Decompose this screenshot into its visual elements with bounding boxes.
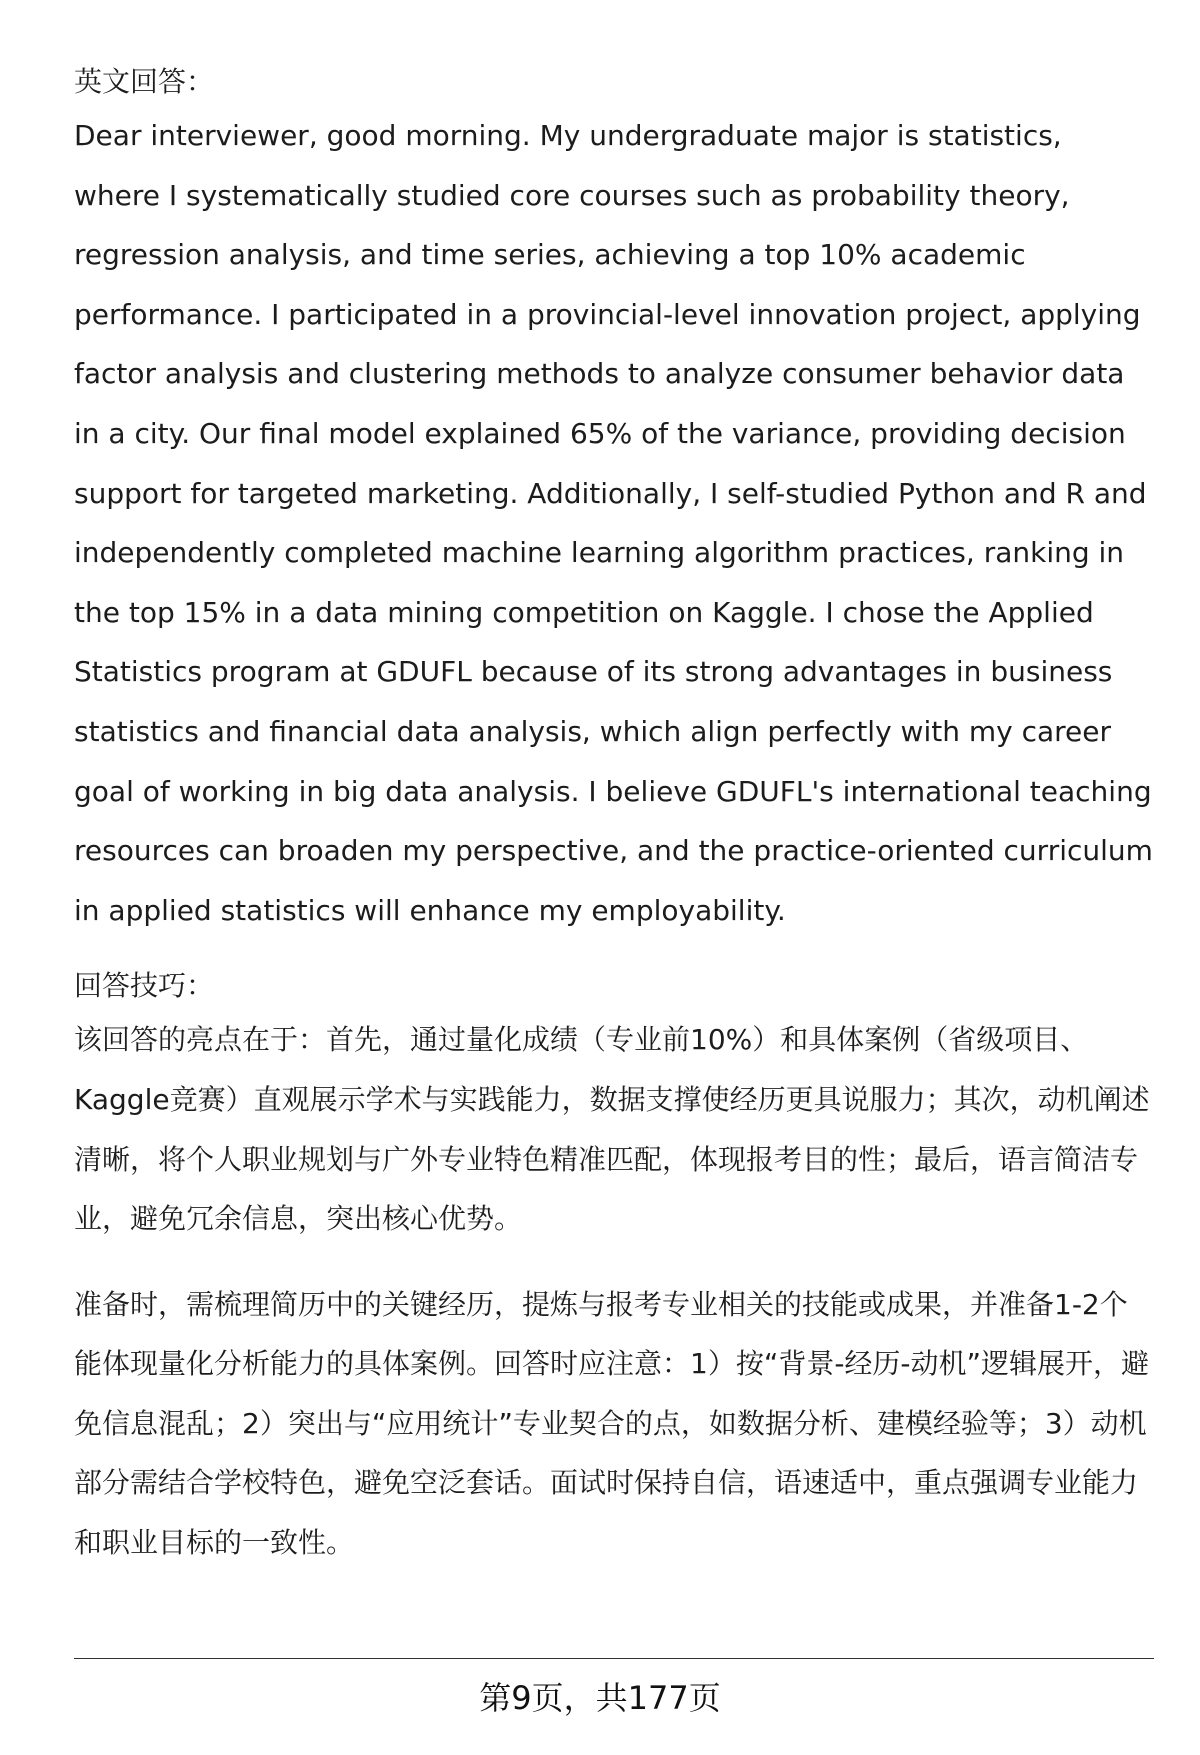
english-answer-heading: 英文回答：	[74, 65, 215, 98]
document-page	[74, 62, 1154, 1573]
answer-tips-heading: 回答技巧：	[74, 969, 215, 1003]
page-number: 第9页，共177页	[479, 1679, 721, 1717]
footer-divider	[74, 1658, 1154, 1659]
answer-tips-paragraph-2: 准备时，需梳理简历中的关键经历，提炼与报考专业相关的技能或成果，并准备1-2个能体现量化分析能力的具体案例。回答时应注意：1）按“背景-经历-动机”逻辑展开，避免信息混乱；2）突出与“应用统计”专业契合的点，如数据分析、建模经验等；3）动机部分需结合学校特色，避免空泛套话。面试时保持自信，语速适中，重点强调专业能力和职业目标的一致性。	[74, 1287, 1150, 1560]
english-answer-body: Dear interviewer, good morning. My undergraduate major is statistics, where I systematically studied core courses such as probability theory, regression analysis, and time series, achieving a top 10% academic performance. I participated in a provincial-level innovation project, applying factor analysis and clustering methods to analyze consumer behavior data in a city. Our final model explained 65% of the variance, providing decision support for targeted marketing. Additionally, I self-studied Python and R and independently completed machine learning algorithm practices, ranking in the top 15% in a data mining competition on Kaggle. I chose the Applied Statistics program at GDUFL because of its strong advantages in business statistics and financial data analysis, which align perfectly with my career goal of working in big data analysis. I believe GDUFL's international teaching resources can broaden my perspective, and the practice-oriented curriculum in applied statistics will enhance my employability.	[74, 119, 1153, 927]
answer-tips-paragraph-1: 该回答的亮点在于：首先，通过量化成绩（专业前10%）和具体案例（省级项目、Kaggle竞赛）直观展示学术与实践能力，数据支撑使经历更具说服力；其次，动机阐述清晰，将个人职业规划与广外专业特色精准匹配，体现报考目的性；最后，语言简洁专业，避免冗余信息，突出核心优势。	[74, 1023, 1150, 1236]
